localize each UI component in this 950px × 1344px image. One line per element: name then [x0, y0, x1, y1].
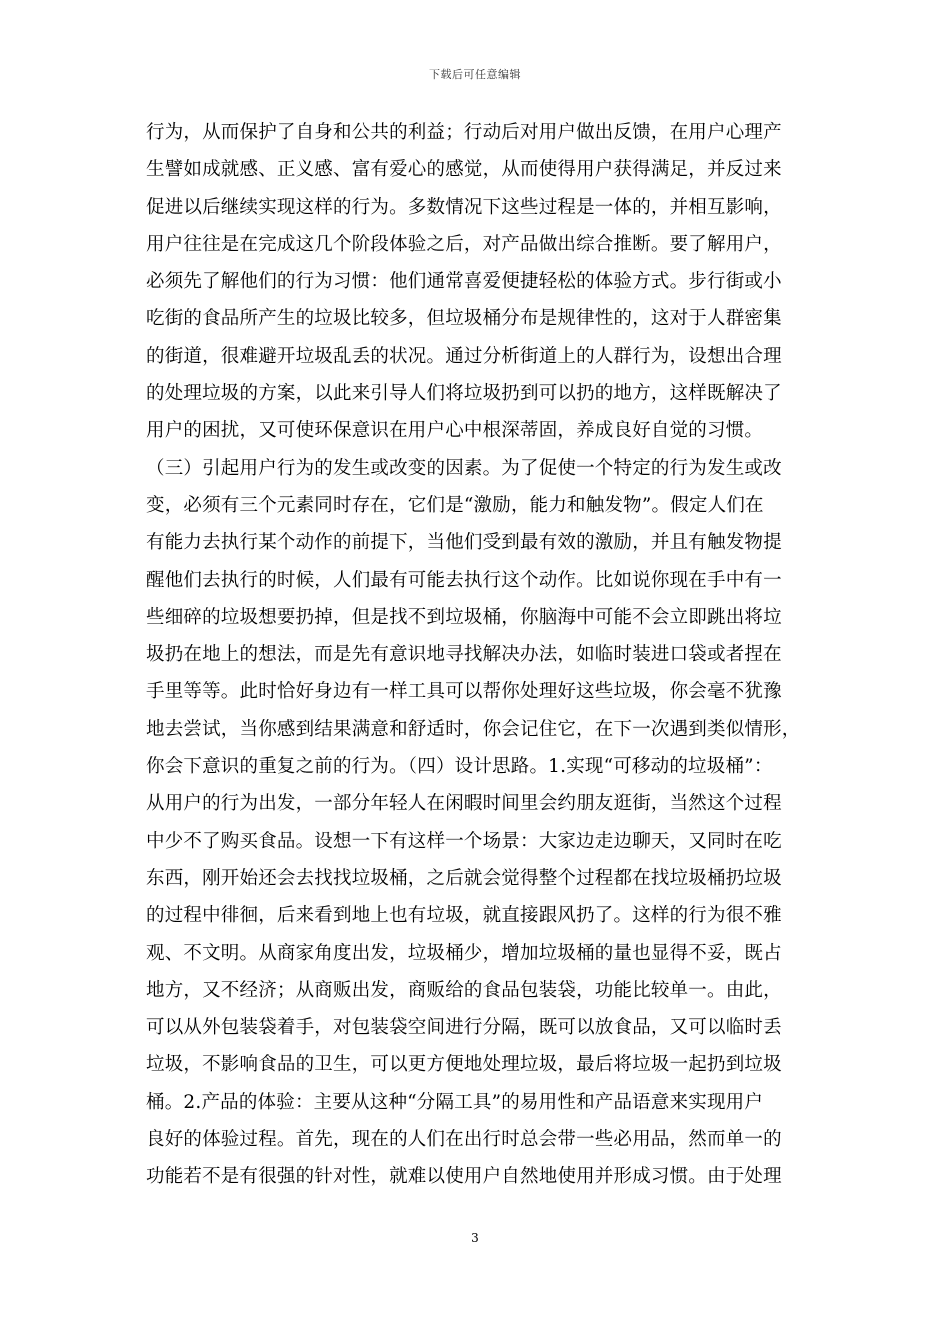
text-line: 可以从外包装袋着手，对包装袋空间进行分隔，既可以放食品，又可以临时丢 [146, 1017, 782, 1039]
text-line: 有能力去执行某个动作的前提下，当他们受到最有效的激励，并且有触发物提 [146, 532, 782, 554]
text-line: 必须先了解他们的行为习惯：他们通常喜爱便捷轻松的体验方式。步行街或小 [146, 271, 782, 293]
text-line: 地方，又不经济；从商贩出发，商贩给的食品包装袋，功能比较单一。由此， [146, 979, 782, 1001]
text-line: 垃圾，不影响食品的卫生，可以更方便地处理垃圾，最后将垃圾一起扔到垃圾 [146, 1054, 782, 1076]
text-line: 手里等等。此时恰好身边有一样工具可以帮你处理好这些垃圾，你会毫不犹豫 [146, 681, 782, 703]
text-line: 良好的体验过程。首先，现在的人们在出行时总会带一些必用品，然而单一的 [146, 1129, 782, 1151]
text-line: 醒他们去执行的时候，人们最有可能去执行这个动作。比如说你现在手中有一 [146, 569, 782, 591]
text-line: 变，必须有三个元素同时存在，它们是“激励，能力和触发物”。假定人们在 [146, 494, 764, 516]
text-line: 用户往往是在完成这几个阶段体验之后，对产品做出综合推断。要了解用户， [146, 233, 782, 255]
text-line: 促进以后继续实现这样的行为。多数情况下这些过程是一体的，并相互影响， [146, 196, 782, 218]
body-text [146, 114, 806, 1196]
text-line: 桶。2.产品的体验：主要从这种“分隔工具”的易用性和产品语意来实现用户 [146, 1091, 764, 1113]
text-line: 的处理垃圾的方案，以此来引导人们将垃圾扔到可以扔的地方，这样既解决了 [146, 383, 782, 405]
text-line: 生譬如成就感、正义感、富有爱心的感觉，从而使得用户获得满足，并反过来 [146, 159, 782, 181]
text-line: 你会下意识的重复之前的行为。（四）设计思路。1.实现“可移动的垃圾桶”： [146, 756, 773, 778]
text-line: 从用户的行为出发，一部分年轻人在闲暇时间里会约朋友逛街，当然这个过程 [146, 793, 782, 815]
text-line: 地去尝试，当你感到结果满意和舒适时，你会记住它，在下一次遇到类似情形， [146, 718, 801, 740]
text-line: 功能若不是有很强的针对性，就难以使用户自然地使用并形成习惯。由于处理 [146, 1166, 782, 1188]
text-line: 观、不文明。从商家角度出发，垃圾桶少，增加垃圾桶的量也显得不妥，既占 [146, 942, 782, 964]
text-line: 吃街的食品所产生的垃圾比较多，但垃圾桶分布是规律性的，这对于人群密集 [146, 308, 782, 330]
text-line: 的街道，很难避开垃圾乱丢的状况。通过分析街道上的人群行为，设想出合理 [146, 345, 782, 367]
text-line: 些细碎的垃圾想要扔掉，但是找不到垃圾桶，你脑海中可能不会立即跳出将垃 [146, 606, 782, 628]
text-line: 用户的困扰，又可使环保意识在用户心中根深蒂固，养成良好自觉的习惯。 [146, 420, 764, 442]
page-number: 3 [471, 1231, 479, 1245]
text-line: 的过程中徘徊，后来看到地上也有垃圾，就直接跟风扔了。这样的行为很不雅 [146, 905, 782, 927]
text-line: 圾扔在地上的想法，而是先有意识地寻找解决办法，如临时装进口袋或者捏在 [146, 644, 782, 666]
text-line: 行为，从而保护了自身和公共的利益；行动后对用户做出反馈，在用户心理产 [146, 122, 782, 143]
text-line: （三）引起用户行为的发生或改变的因素。为了促使一个特定的行为发生或改 [146, 457, 782, 479]
text-line: 中少不了购买食品。设想一下有这样一个场景：大家边走边聊天，又同时在吃 [146, 830, 782, 852]
page-header: 下载后可任意编辑 [429, 68, 521, 81]
text-line: 东西，刚开始还会去找找垃圾桶，之后就会觉得整个过程都在找垃圾桶扔垃圾 [146, 867, 782, 889]
